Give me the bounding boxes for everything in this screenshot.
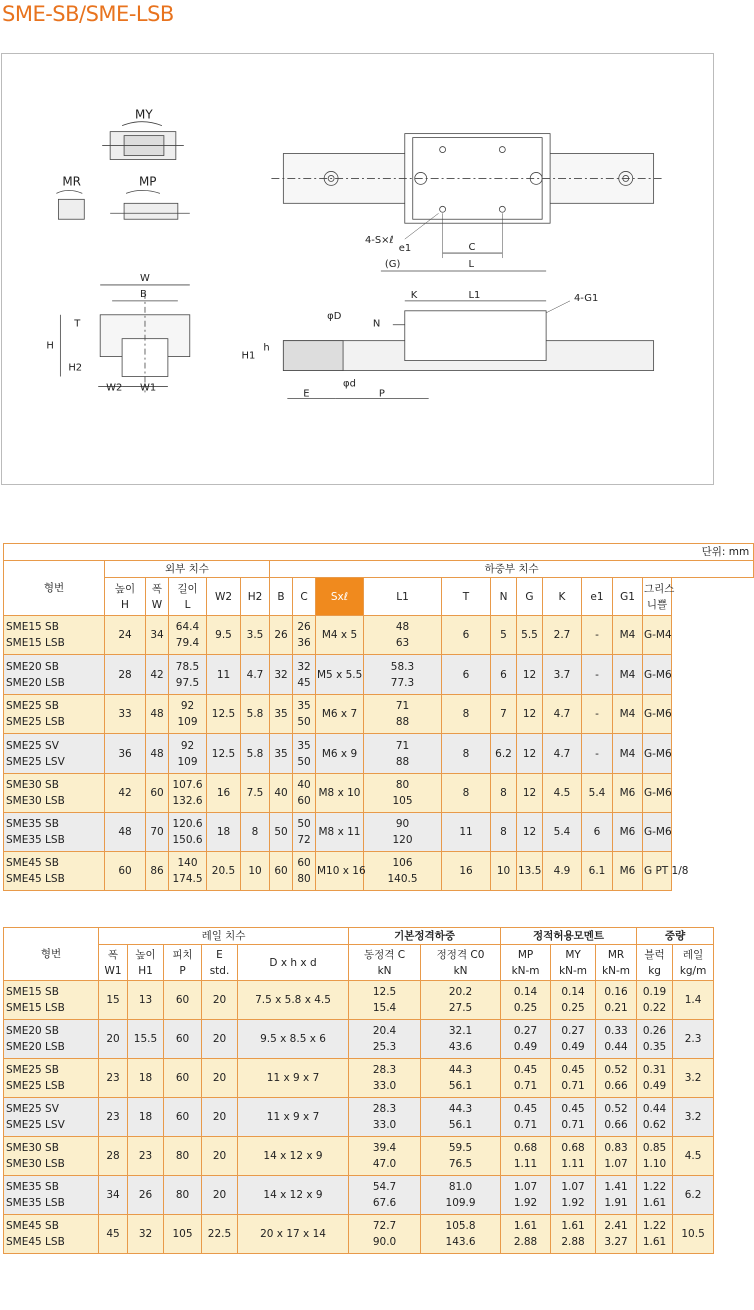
- cell-l: 140 174.5: [169, 852, 207, 891]
- label-P: P: [378, 388, 385, 400]
- cell-n: 8: [491, 813, 517, 852]
- cell-l1: 71 88: [364, 695, 442, 734]
- cell-h: 28: [105, 655, 146, 695]
- header-model-2: 형번: [4, 928, 99, 981]
- table-row: [4, 695, 754, 734]
- cell-gr: G-M6: [643, 774, 672, 813]
- header-dyn-C: 동정격 C kN: [349, 945, 421, 981]
- header-P: 피치 P: [164, 945, 202, 981]
- cell-my: 0.45 0.71: [551, 1059, 596, 1098]
- header-W2: W2: [207, 578, 241, 616]
- cell-mr: 2.41 3.27: [596, 1215, 637, 1254]
- cell-h1: 13: [128, 981, 164, 1020]
- cell-e1: 6.1: [582, 852, 613, 891]
- cell-n: 7: [491, 695, 517, 734]
- cell-w2: 18: [207, 813, 241, 852]
- header-grease: 그리스 니쁠: [643, 578, 672, 616]
- header-B: B: [270, 578, 293, 616]
- block-dimension-table: [3, 543, 754, 891]
- cell-h2: 5.8: [241, 695, 270, 734]
- cell-block-weight: 1.22 1.61: [637, 1215, 673, 1254]
- cell-static-c0: 44.3 56.1: [421, 1098, 501, 1137]
- label-E: E: [303, 388, 310, 400]
- cell-t: 6: [442, 616, 491, 655]
- cell-l: 78.5 97.5: [169, 655, 207, 695]
- cell-t: 8: [442, 695, 491, 734]
- cell-g1: M4: [613, 695, 643, 734]
- label-G: (G): [384, 259, 401, 271]
- cell-l: 107.6 132.6: [169, 774, 207, 813]
- header-E: E std.: [202, 945, 238, 981]
- cell-dhd: 11 x 9 x 7: [238, 1059, 349, 1098]
- cell-c: 60 80: [293, 852, 316, 891]
- cell-dhd: 20 x 17 x 14: [238, 1215, 349, 1254]
- cell-dyn-c: 39.4 47.0: [349, 1137, 421, 1176]
- cell-s: M4 x 5: [316, 616, 364, 655]
- cell-e1: -: [582, 655, 613, 695]
- cell-dhd: 9.5 x 8.5 x 6: [238, 1020, 349, 1059]
- cell-w: 70: [146, 813, 169, 852]
- header-static-C0: 정정격 C0 kN: [421, 945, 501, 981]
- cell-k: 3.7: [543, 655, 582, 695]
- cell-w1: 45: [99, 1215, 128, 1254]
- label-e1: e1: [398, 243, 412, 255]
- technical-drawing: [1, 53, 714, 485]
- cell-dyn-c: 54.7 67.6: [349, 1176, 421, 1215]
- moment-y-label: MY: [135, 107, 153, 122]
- cell-k: 5.4: [543, 813, 582, 852]
- cell-b: 26: [270, 616, 293, 655]
- table-row: [4, 852, 754, 891]
- cell-c: 32 45: [293, 655, 316, 695]
- cell-mr: 0.52 0.66: [596, 1059, 637, 1098]
- cell-w: 60: [146, 774, 169, 813]
- cell-g: 5.5: [517, 616, 543, 655]
- cell-my: 0.45 0.71: [551, 1098, 596, 1137]
- cell-p: 60: [164, 1020, 202, 1059]
- cell-h2: 4.7: [241, 655, 270, 695]
- label-L1: L1: [468, 289, 481, 301]
- cell-e: 20: [202, 1176, 238, 1215]
- cell-w: 48: [146, 734, 169, 774]
- cell-g: 12: [517, 655, 543, 695]
- cell-c: 35 50: [293, 734, 316, 774]
- header-H1: 높이 H1: [128, 945, 164, 981]
- cell-dyn-c: 28.3 33.0: [349, 1059, 421, 1098]
- cell-w2: 20.5: [207, 852, 241, 891]
- cell-n: 10: [491, 852, 517, 891]
- cell-gr: G-M6: [643, 695, 672, 734]
- cell-model: SME45 SB SME45 LSB: [4, 1215, 99, 1254]
- cell-l: 120.6 150.6: [169, 813, 207, 852]
- moment-r-label: MR: [62, 174, 81, 189]
- cell-my: 1.07 1.92: [551, 1176, 596, 1215]
- cell-static-c0: 44.3 56.1: [421, 1059, 501, 1098]
- cell-g1: M4: [613, 734, 643, 774]
- cell-e: 20: [202, 1020, 238, 1059]
- header-W: 폭 W: [146, 578, 169, 616]
- cell-block-weight: 0.26 0.35: [637, 1020, 673, 1059]
- header-T: T: [442, 578, 491, 616]
- cell-c: 35 50: [293, 695, 316, 734]
- cell-mp: 0.27 0.49: [501, 1020, 551, 1059]
- cell-h: 33: [105, 695, 146, 734]
- cell-w2: 9.5: [207, 616, 241, 655]
- cell-l1: 71 88: [364, 734, 442, 774]
- cell-e1: 5.4: [582, 774, 613, 813]
- table-row: [4, 616, 754, 655]
- cell-h: 60: [105, 852, 146, 891]
- cell-s: M5 x 5.5: [316, 655, 364, 695]
- cell-e1: -: [582, 695, 613, 734]
- header-G: G: [517, 578, 543, 616]
- header-N: N: [491, 578, 517, 616]
- cell-w1: 15: [99, 981, 128, 1020]
- table-row: [4, 1098, 714, 1137]
- cell-g1: M4: [613, 655, 643, 695]
- cell-g: 12: [517, 734, 543, 774]
- cell-w: 86: [146, 852, 169, 891]
- cell-h: 24: [105, 616, 146, 655]
- label-phiD: φD: [327, 310, 342, 322]
- label-W: W: [140, 272, 150, 284]
- cell-h: 42: [105, 774, 146, 813]
- cell-model: SME20 SB SME20 LSB: [4, 1020, 99, 1059]
- label-H1-side: H1: [241, 350, 256, 362]
- cell-t: 6: [442, 655, 491, 695]
- cell-mr: 0.52 0.66: [596, 1098, 637, 1137]
- header-H: 높이 H: [105, 578, 146, 616]
- cell-block-weight: 0.31 0.49: [637, 1059, 673, 1098]
- cell-mp: 1.61 2.88: [501, 1215, 551, 1254]
- header-e1: e1: [582, 578, 613, 616]
- header-moment: 정적허용모멘트: [501, 928, 637, 945]
- cell-model: SME25 SV SME25 LSV: [4, 1098, 99, 1137]
- cell-e1: 6: [582, 813, 613, 852]
- table-row: [4, 1137, 714, 1176]
- cell-static-c0: 59.5 76.5: [421, 1137, 501, 1176]
- header-MY: MY kN-m: [551, 945, 596, 981]
- cell-model: SME20 SB SME20 LSB: [4, 655, 105, 695]
- cell-h2: 5.8: [241, 734, 270, 774]
- cell-h2: 10: [241, 852, 270, 891]
- table-row: [4, 813, 754, 852]
- cell-g1: M4: [613, 616, 643, 655]
- cell-e: 20: [202, 981, 238, 1020]
- cell-l1: 90 120: [364, 813, 442, 852]
- cell-g: 12: [517, 774, 543, 813]
- cell-h2: 8: [241, 813, 270, 852]
- cell-t: 8: [442, 734, 491, 774]
- table-row: [4, 774, 754, 813]
- cell-h: 48: [105, 813, 146, 852]
- cell-dhd: 7.5 x 5.8 x 4.5: [238, 981, 349, 1020]
- label-phid: φd: [343, 378, 356, 390]
- header-basic-load: 기본정격하중: [349, 928, 501, 945]
- cell-mr: 0.16 0.21: [596, 981, 637, 1020]
- cell-rail-weight: 1.4: [673, 981, 714, 1020]
- cell-h1: 23: [128, 1137, 164, 1176]
- cell-l: 92 109: [169, 734, 207, 774]
- cell-e: 20: [202, 1098, 238, 1137]
- cell-t: 11: [442, 813, 491, 852]
- cell-w: 42: [146, 655, 169, 695]
- label-G1: 4-G1: [573, 292, 599, 304]
- cell-c: 26 36: [293, 616, 316, 655]
- cell-s: M6 x 9: [316, 734, 364, 774]
- table-row: [4, 1176, 714, 1215]
- header-load: 하중부 치수: [270, 561, 754, 578]
- header-H2: H2: [241, 578, 270, 616]
- cell-l1: 58.3 77.3: [364, 655, 442, 695]
- cell-b: 35: [270, 734, 293, 774]
- cell-h1: 18: [128, 1059, 164, 1098]
- cell-e: 20: [202, 1137, 238, 1176]
- header-rail-weight: 레일 kg/m: [673, 945, 714, 981]
- cell-dhd: 14 x 12 x 9: [238, 1137, 349, 1176]
- cell-mp: 0.14 0.25: [501, 981, 551, 1020]
- cell-b: 60: [270, 852, 293, 891]
- cell-b: 50: [270, 813, 293, 852]
- cell-h: 36: [105, 734, 146, 774]
- cell-e1: -: [582, 616, 613, 655]
- cell-rail-weight: 3.2: [673, 1059, 714, 1098]
- cell-mp: 0.68 1.11: [501, 1137, 551, 1176]
- cell-h1: 32: [128, 1215, 164, 1254]
- cell-my: 0.68 1.11: [551, 1137, 596, 1176]
- header-rail: 레일 치수: [99, 928, 349, 945]
- front-view: [46, 273, 189, 393]
- cell-block-weight: 0.85 1.10: [637, 1137, 673, 1176]
- label-H2: H2: [68, 362, 83, 374]
- cell-model: SME30 SB SME30 LSB: [4, 774, 105, 813]
- cell-k: 4.5: [543, 774, 582, 813]
- cell-my: 0.27 0.49: [551, 1020, 596, 1059]
- cell-model: SME45 SB SME45 LSB: [4, 852, 105, 891]
- label-H: H: [46, 340, 54, 352]
- cell-static-c0: 20.2 27.5: [421, 981, 501, 1020]
- table-row: [4, 981, 714, 1020]
- cell-n: 5: [491, 616, 517, 655]
- cell-l1: 106 140.5: [364, 852, 442, 891]
- label-K: K: [410, 289, 418, 301]
- cell-model: SME25 SB SME25 LSB: [4, 695, 105, 734]
- label-C: C: [468, 242, 476, 254]
- label-W2: W2: [106, 382, 123, 394]
- moment-p-label: MP: [139, 174, 157, 189]
- header-G1: G1: [613, 578, 643, 616]
- label-Sxl: 4-S×ℓ: [364, 235, 394, 247]
- cell-p: 80: [164, 1176, 202, 1215]
- cell-e: 22.5: [202, 1215, 238, 1254]
- table-row: [4, 1215, 714, 1254]
- cell-block-weight: 0.44 0.62: [637, 1098, 673, 1137]
- cell-s: M8 x 10: [316, 774, 364, 813]
- side-view: [242, 259, 654, 399]
- cell-g: 13.5: [517, 852, 543, 891]
- cell-n: 6.2: [491, 734, 517, 774]
- rail-load-table: [3, 927, 714, 1254]
- cell-c: 50 72: [293, 813, 316, 852]
- cell-n: 6: [491, 655, 517, 695]
- cell-gr: G-M6: [643, 655, 672, 695]
- cell-mr: 0.33 0.44: [596, 1020, 637, 1059]
- header-L: 길이 L: [169, 578, 207, 616]
- cell-block-weight: 0.19 0.22: [637, 981, 673, 1020]
- cell-n: 8: [491, 774, 517, 813]
- cell-model: SME25 SV SME25 LSV: [4, 734, 105, 774]
- cell-g1: M6: [613, 813, 643, 852]
- label-T: T: [74, 318, 81, 330]
- cell-dyn-c: 28.3 33.0: [349, 1098, 421, 1137]
- label-W1: W1: [140, 382, 157, 394]
- header-block-weight: 블럭 kg: [637, 945, 673, 981]
- cell-static-c0: 32.1 43.6: [421, 1020, 501, 1059]
- cell-rail-weight: 6.2: [673, 1176, 714, 1215]
- cell-b: 35: [270, 695, 293, 734]
- cell-w2: 16: [207, 774, 241, 813]
- cell-k: 4.7: [543, 695, 582, 734]
- header-MR: MR kN-m: [596, 945, 637, 981]
- cell-mp: 1.07 1.92: [501, 1176, 551, 1215]
- cell-dyn-c: 72.7 90.0: [349, 1215, 421, 1254]
- header-C: C: [293, 578, 316, 616]
- cell-t: 8: [442, 774, 491, 813]
- cell-k: 4.9: [543, 852, 582, 891]
- cell-gr: G-M6: [643, 813, 672, 852]
- header-Dhd: D x h x d: [238, 945, 349, 981]
- cell-g: 12: [517, 695, 543, 734]
- cell-model: SME35 SB SME35 LSB: [4, 813, 105, 852]
- cell-s: M10 x 16: [316, 852, 364, 891]
- cell-my: 0.14 0.25: [551, 981, 596, 1020]
- cell-k: 2.7: [543, 616, 582, 655]
- cell-s: M6 x 7: [316, 695, 364, 734]
- cell-p: 60: [164, 1059, 202, 1098]
- cell-model: SME30 SB SME30 LSB: [4, 1137, 99, 1176]
- cell-w1: 28: [99, 1137, 128, 1176]
- header-outer: 외부 치수: [105, 561, 270, 578]
- cell-l: 92 109: [169, 695, 207, 734]
- cell-c: 40 60: [293, 774, 316, 813]
- table-row: [4, 655, 754, 695]
- cell-l1: 80 105: [364, 774, 442, 813]
- cell-model: SME15 SB SME15 LSB: [4, 981, 99, 1020]
- cell-my: 1.61 2.88: [551, 1215, 596, 1254]
- header-MP: MP kN-m: [501, 945, 551, 981]
- cell-model: SME35 SB SME35 LSB: [4, 1176, 99, 1215]
- moment-r-diagram: [56, 174, 84, 219]
- cell-s: M8 x 11: [316, 813, 364, 852]
- header-Sxl: Sxℓ: [316, 578, 364, 616]
- cell-gr: G-M6: [643, 734, 672, 774]
- cell-gr: G PT 1/8: [643, 852, 672, 891]
- cell-w2: 12.5: [207, 695, 241, 734]
- cell-w2: 12.5: [207, 734, 241, 774]
- cell-dyn-c: 20.4 25.3: [349, 1020, 421, 1059]
- cell-mr: 1.41 1.91: [596, 1176, 637, 1215]
- cell-w1: 23: [99, 1059, 128, 1098]
- cell-w1: 20: [99, 1020, 128, 1059]
- cell-e: 20: [202, 1059, 238, 1098]
- table-row: [4, 1020, 714, 1059]
- cell-w2: 11: [207, 655, 241, 695]
- cell-b: 32: [270, 655, 293, 695]
- cell-p: 80: [164, 1137, 202, 1176]
- unit-label: 단위: mm: [4, 544, 754, 561]
- cell-h2: 7.5: [241, 774, 270, 813]
- cell-rail-weight: 2.3: [673, 1020, 714, 1059]
- cell-p: 105: [164, 1215, 202, 1254]
- table-row: [4, 1059, 714, 1098]
- page-title: SME-SB/SME-LSB: [2, 2, 174, 26]
- cell-rail-weight: 3.2: [673, 1098, 714, 1137]
- cell-t: 16: [442, 852, 491, 891]
- header-weight: 중량: [637, 928, 714, 945]
- cell-g1: M6: [613, 774, 643, 813]
- cell-p: 60: [164, 981, 202, 1020]
- cell-gr: G-M4: [643, 616, 672, 655]
- cell-mr: 0.83 1.07: [596, 1137, 637, 1176]
- cell-rail-weight: 10.5: [673, 1215, 714, 1254]
- cell-k: 4.7: [543, 734, 582, 774]
- label-L: L: [468, 259, 475, 271]
- cell-mp: 0.45 0.71: [501, 1059, 551, 1098]
- cell-w1: 34: [99, 1176, 128, 1215]
- cell-w: 34: [146, 616, 169, 655]
- cell-w1: 23: [99, 1098, 128, 1137]
- table-row: [4, 734, 754, 774]
- moment-p-diagram: [110, 174, 190, 219]
- label-h: h: [263, 342, 270, 354]
- cell-dhd: 11 x 9 x 7: [238, 1098, 349, 1137]
- cell-e1: -: [582, 734, 613, 774]
- cell-g1: M6: [613, 852, 643, 891]
- cell-dyn-c: 12.5 15.4: [349, 981, 421, 1020]
- cell-dhd: 14 x 12 x 9: [238, 1176, 349, 1215]
- cell-p: 60: [164, 1098, 202, 1137]
- cell-w: 48: [146, 695, 169, 734]
- cell-model: SME25 SB SME25 LSB: [4, 1059, 99, 1098]
- cell-h1: 18: [128, 1098, 164, 1137]
- cell-l1: 48 63: [364, 616, 442, 655]
- cell-rail-weight: 4.5: [673, 1137, 714, 1176]
- cell-h2: 3.5: [241, 616, 270, 655]
- header-L1: L1: [364, 578, 442, 616]
- cell-mp: 0.45 0.71: [501, 1098, 551, 1137]
- cell-h1: 15.5: [128, 1020, 164, 1059]
- cell-h1: 26: [128, 1176, 164, 1215]
- cell-static-c0: 105.8 143.6: [421, 1215, 501, 1254]
- header-K: K: [543, 578, 582, 616]
- header-model: 형번: [4, 561, 105, 616]
- cell-b: 40: [270, 774, 293, 813]
- cell-block-weight: 1.22 1.61: [637, 1176, 673, 1215]
- cell-static-c0: 81.0 109.9: [421, 1176, 501, 1215]
- label-B: B: [140, 288, 147, 300]
- top-view: [271, 134, 664, 258]
- header-W1: 폭 W1: [99, 945, 128, 981]
- cell-model: SME15 SB SME15 LSB: [4, 616, 105, 655]
- label-N: N: [372, 318, 381, 330]
- moment-y-diagram: [102, 108, 184, 160]
- cell-l: 64.4 79.4: [169, 616, 207, 655]
- cell-g: 12: [517, 813, 543, 852]
